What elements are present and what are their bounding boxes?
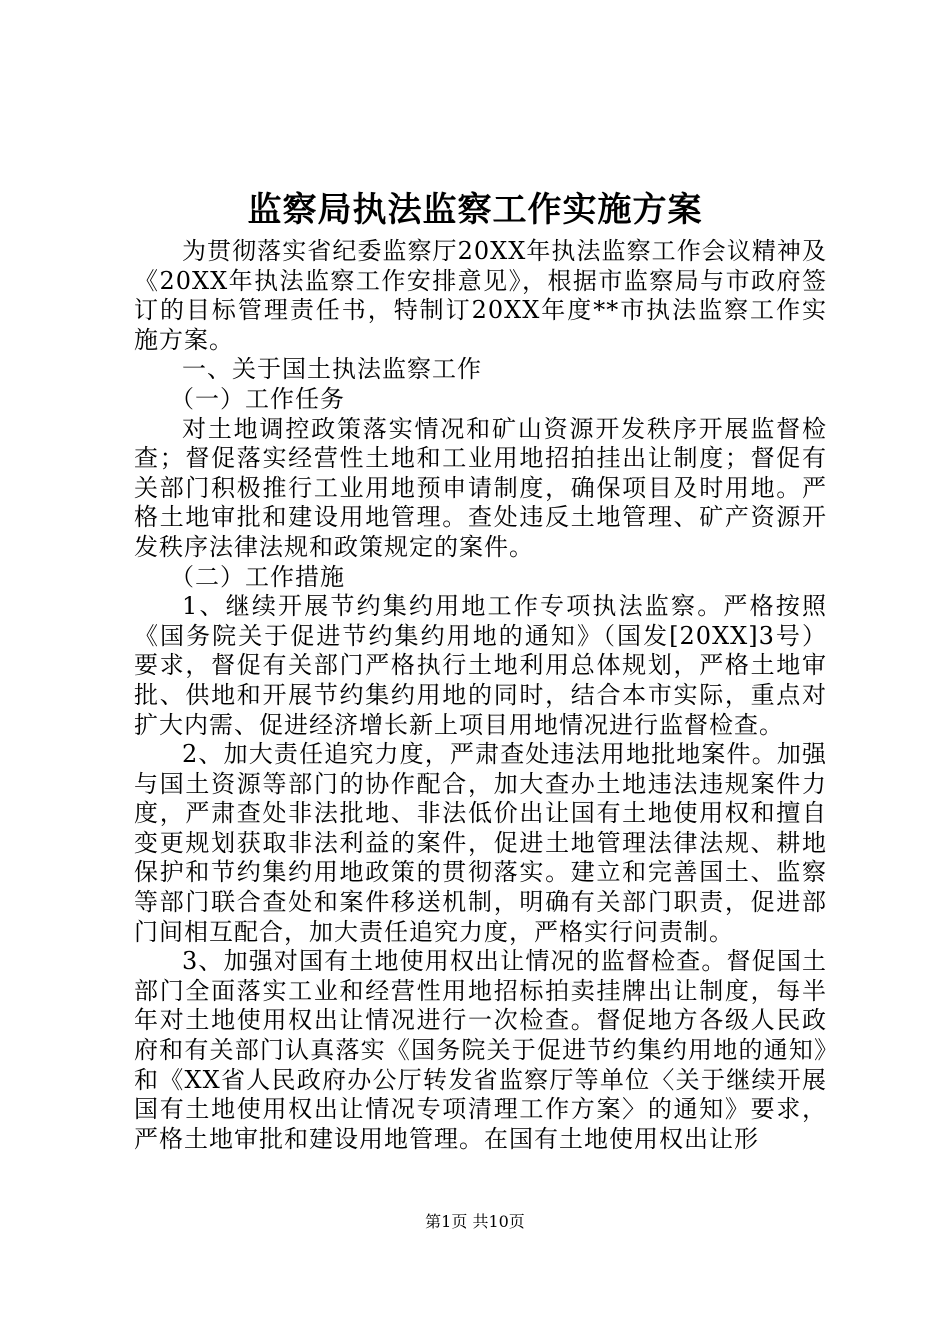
body-paragraph: 1、继续开展节约集约用地工作专项执法监察。严格按照《国务院关于促进节约集约用地的通知》（国发[20XX]3号）要求，督促有关部门严格执行土地利用总体规划，严格土地审批、供地和开展节约集约用地的同时，结合本市实际，重点对扩大内需、促进经济增长新上项目用地情况进行监督检查。 [134, 592, 827, 739]
subsection-heading: （二）工作措施 [170, 562, 345, 591]
intro-paragraph: 为贯彻落实省纪委监察厅20XX年执法监察工作会议精神及《20XX年执法监察工作安排意见》，根据市监察局与市政府签订的目标管理责任书，特制订20XX年度**市执法监察工作实施方案。 [134, 237, 827, 354]
body-paragraph: 对土地调控政策落实情况和矿山资源开发秩序开展监督检查；督促落实经营性土地和工业用地招拍挂出让制度；督促有关部门积极推行工业用地预申请制度，确保项目及时用地。严格土地审批和建设用地管理。查处违反土地管理、矿产资源开发秩序法律法规和政策规定的案件。 [134, 414, 827, 561]
document-title: 监察局执法监察工作实施方案 [247, 190, 703, 230]
section-heading: 一、关于国土执法监察工作 [182, 355, 482, 384]
page-number: 第1页 共10页 [425, 1212, 525, 1231]
subsection-heading: （一）工作任务 [170, 384, 345, 413]
body-paragraph: 2、加大责任追究力度，严肃查处违法用地批地案件。加强与国土资源等部门的协作配合，加大查办土地违法违规案件力度，严肃查处非法批地、非法低价出让国有土地使用权和擅自变更规划获取非法利益的案件，促进土地管理法律法规、耕地保护和节约集约用地政策的贯彻落实。建立和完善国土、监察等部门联合查处和案件移送机制，明确有关部门职责，促进部门间相互配合，加大责任追究力度，严格实行问责制。 [134, 740, 827, 946]
body-paragraph: 3、加强对国有土地使用权出让情况的监督检查。督促国土部门全面落实工业和经营性用地招标拍卖挂牌出让制度，每半年对土地使用权出让情况进行一次检查。督促地方各级人民政府和有关部门认真落实《国务院关于促进节约集约用地的通知》和《XX省人民政府办公厅转发省监察厅等单位〈关于继续开展国有土地使用权出让情况专项清理工作方案〉的通知》要求，严格土地审批和建设用地管理。在国有土地使用权出让形 [134, 947, 827, 1153]
document-body [134, 237, 827, 1154]
